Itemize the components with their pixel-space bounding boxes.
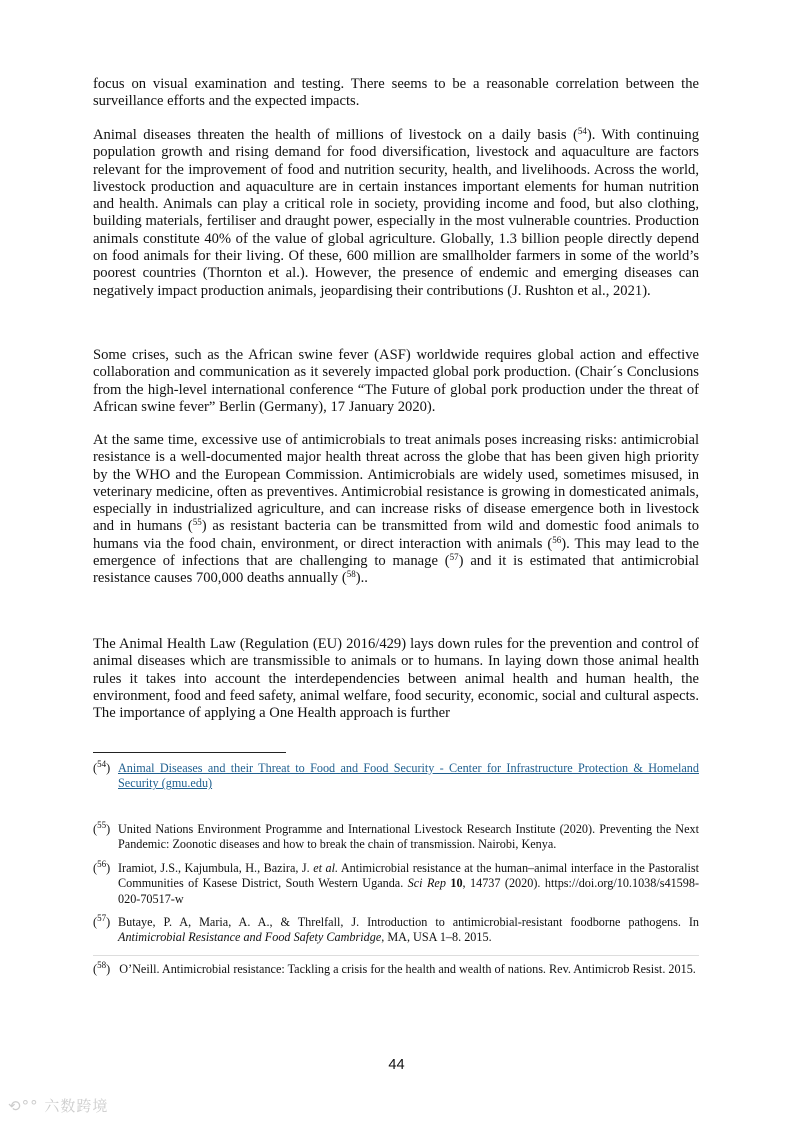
footnote-58 [93, 962, 699, 977]
t: Antimicrobial Resistance and Food Safety Cambridge [118, 930, 382, 945]
text: ). This may lead to the emergence of infections that are challenging to manage ( [93, 535, 700, 570]
footnote-ref[interactable]: 58 [346, 569, 356, 580]
text: At the same time, excessive use of antimicrobials to treat animals poses increasing risks: antimicrobial resistance is a well-documented major health threat across the globe that has been given high priority by the WHO and the European Commission. Antimicrobials are widely used, sometimes misused, in veterinary medicine, often as preventives. Antimicrobial resistance is growing in domesticated animals, especially in industrialized agriculture, and can increase risks of disease emergence both in livestock and in humans ( [93, 432, 699, 535]
paragraph-animal-diseases [93, 127, 699, 300]
footnote-number: ($^{57}$) [93, 913, 111, 929]
paragraph-surveillance [93, 76, 699, 111]
num: 55 [97, 820, 107, 830]
watermark-logo: ⟲°° 六数跨境 [8, 1097, 109, 1115]
footnote-55 [93, 822, 699, 853]
footnote-number: ($^{58}$) [93, 960, 120, 976]
t: et al. [313, 861, 339, 875]
text: Some crises, such as the African swine fever (ASF) worldwide requires global action and effective collaboration and communication as it severely impacted global pork production. (Chair´s Conclusions from the high-level international conference “The Future of global pork production under the threat of African swine fever” Berlin (Germany), 17 January 2020). [93, 347, 699, 415]
footnote-56 [93, 861, 699, 907]
text: The Animal Health Law (Regulation (EU) 2016/429) lays down rules for the prevention and control of animal diseases which are transmissible to animals or to humans. In laying down those animal health rules it takes into account the interdependencies between animal health and human health, the environment, food and feed safety, animal welfare, food security, economic, social and cultural aspects. The importance of applying a One Health approach is further [93, 636, 699, 722]
footnote-text: O’Neill. Antimicrobial resistance: Tackling a crisis for the health and wealth of nations. Rev. Antimicrob Resist. 2015. [119, 962, 696, 976]
t: , 14737 (2020). https://doi.org/10.1038/s41598-020-70517-w [118, 876, 700, 906]
footnote-ref[interactable]: 56 [552, 534, 562, 545]
footnote-57 [93, 915, 699, 946]
footnote-number: ($^{56}$) [93, 859, 111, 875]
footnote-link[interactable]: Animal Diseases and their Threat to Food and Food Security - Center for Infrastructure Protection & Homeland Security (gmu.edu) [118, 761, 699, 791]
paragraph-asf [93, 347, 699, 416]
t: Iramiot, J.S., Kajumbula, H., Bazira, J. [118, 861, 314, 875]
text: Animal diseases threaten the health of millions of livestock on a daily basis ( [93, 127, 578, 143]
footnote-text [118, 915, 699, 946]
paragraph-animal-health-law [93, 636, 699, 722]
footnote-ref[interactable]: 54 [577, 126, 587, 136]
footnote-number: ($^{54}$) [93, 759, 111, 775]
footnote-ref[interactable]: 55 [192, 517, 202, 528]
paragraph-antimicrobials [93, 432, 699, 588]
footnote-text [118, 861, 699, 907]
text: ) and it is estimated that antimicrobial resistance causes 700,000 deaths annually ( [93, 553, 699, 587]
footnote-ref[interactable]: 57 [449, 552, 459, 563]
text: ) as resistant bacteria can be transmitted from wild and domestic food animals to humans via the food chain, environment, or direct interaction with animals ( [93, 518, 699, 552]
footnote-number: ($^{55}$) [93, 820, 111, 836]
t: , MA, USA 1–8. 2015. [381, 930, 492, 945]
footnote-divider [93, 752, 286, 753]
page-number: 44 [388, 1057, 405, 1073]
num: 54 [97, 759, 107, 769]
text: ).. [355, 570, 368, 587]
page-separator [93, 955, 699, 956]
text: focus on visual examination and testing. There seems to be a reasonable correlation between the surveillance efforts and the expected impacts. [93, 76, 699, 110]
t: Antimicrobial resistance at the human–animal interface in the Pastoralist Communities of Kasese District, South Western Uganda. [118, 861, 699, 891]
num: 57 [97, 913, 107, 923]
text: ). With continuing population growth and rising demand for food diversification, livestock and aquaculture are factors relevant for the improvement of food and nutrition security, health, and livelihoods. Across the world, livestock production and aquaculture are in certain instances important elements for human nutrition and health. Animals can play a critical role in society, providing income and food, but also clothing, building materials, fertiliser and draught power, especially in the most vulnerable countries. Production animals constitute 40% of the value of global agriculture. Globally, 1.3 billion people directly depend on food animals for their living. Of these, 600 million are smallholder farmers in some of the world’s poorest countries (Thornton et al.). However, the presence of endemic and emerging diseases can negatively impact production animals, jeopardising their contributions (J. Rushton et al., 2021). [93, 127, 700, 299]
footnote-54 [93, 761, 699, 792]
num: 56 [97, 859, 107, 869]
t: Sci Rep [407, 876, 446, 891]
num: 58 [97, 960, 107, 970]
watermark-text: 六数跨境 [44, 1097, 109, 1115]
t: 10 [450, 876, 463, 891]
footnote-text: United Nations Environment Programme and International Livestock Research Institute (2020). Preventing the Next Pandemic: Zoonotic diseases and how to break the chain of transmission. Nairobi, Kenya. [118, 822, 699, 852]
t: Butaye, P. A, Maria, A. A., & Threlfall, J. Introduction to antimicrobial-resistant foodborne pathogens. In [118, 915, 699, 929]
